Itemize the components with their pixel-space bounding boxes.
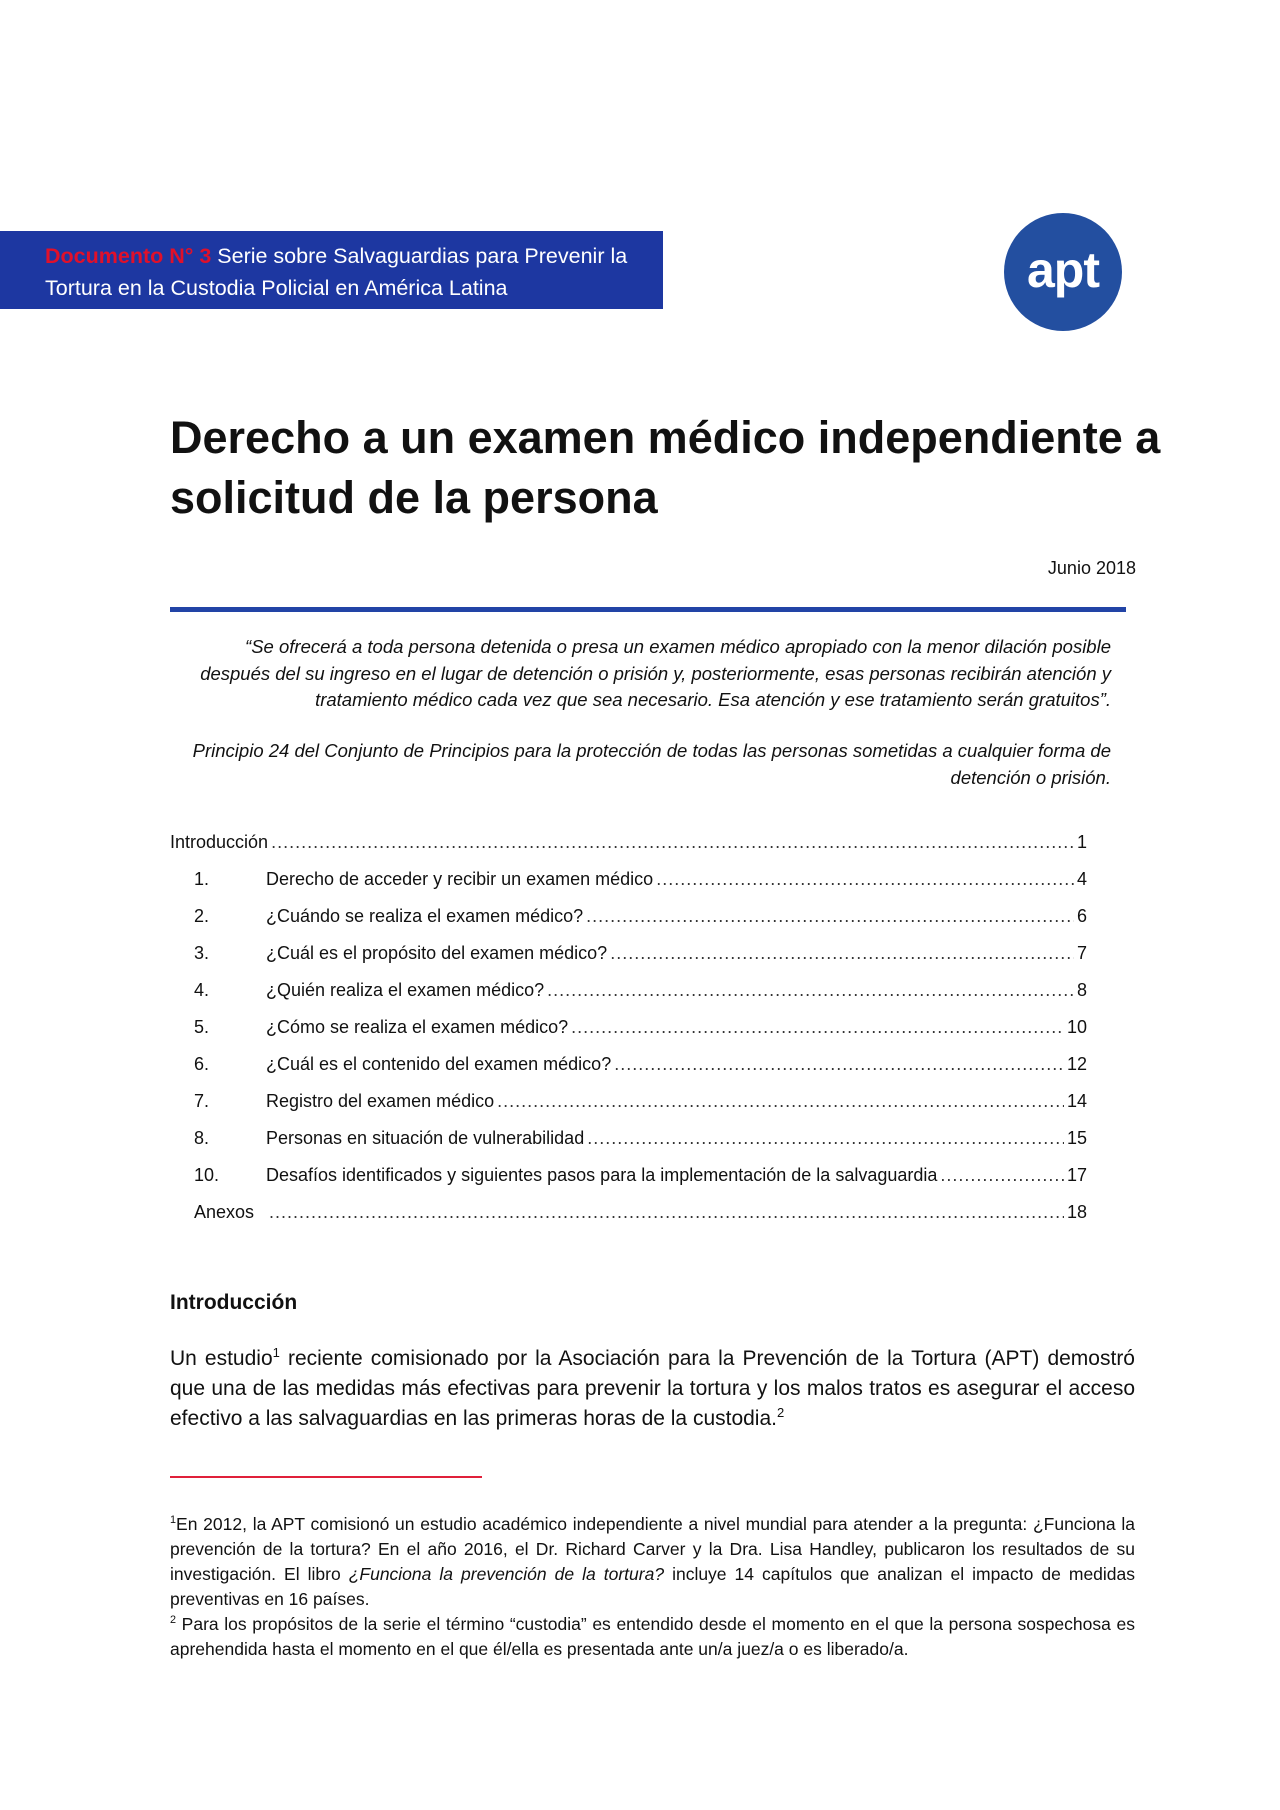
footnote-2 <box>170 1612 1135 1662</box>
toc-entry[interactable] <box>170 869 1087 906</box>
toc-label: ¿Cómo se realiza el examen médico? <box>266 1017 569 1037</box>
banner-line-1 <box>45 240 653 272</box>
table-of-contents <box>170 832 1087 1239</box>
toc-number: 6. <box>194 1054 210 1074</box>
toc-page-number: 12 <box>1066 1054 1087 1074</box>
toc-page-number: 15 <box>1066 1128 1087 1148</box>
toc-leader-dots <box>610 943 1074 964</box>
toc-page-number: 8 <box>1076 980 1087 1000</box>
toc-entry[interactable] <box>170 832 1087 869</box>
toc-leader-dots <box>614 1054 1064 1075</box>
apt-logo: apt <box>1004 213 1122 331</box>
publication-date: Junio 2018 <box>1047 558 1136 578</box>
toc-label: Introducción <box>170 832 269 852</box>
title-divider <box>170 607 1126 612</box>
toc-leader-dots <box>547 980 1074 1001</box>
toc-entry[interactable] <box>170 1202 1087 1239</box>
footnotes <box>170 1512 1135 1662</box>
footnote-mark-2: 2 <box>170 1614 177 1627</box>
toc-number: 3. <box>194 943 210 963</box>
toc-number: Anexos <box>194 1202 255 1222</box>
toc-page-number: 1 <box>1076 832 1087 852</box>
toc-number: 2. <box>194 906 210 926</box>
toc-leader-dots <box>269 1202 1064 1223</box>
toc-label: ¿Cuál es el contenido del examen médico? <box>266 1054 612 1074</box>
toc-entry[interactable] <box>170 943 1087 980</box>
toc-label: ¿Cuál es el propósito del examen médico? <box>266 943 608 963</box>
epigraph-source: Principio 24 del Conjunto de Principios para la protección de todas las personas sometidas a cualquier forma de detención o prisión. <box>192 740 1111 788</box>
toc-number: 8. <box>194 1128 210 1148</box>
toc-entry[interactable] <box>170 1165 1087 1202</box>
toc-entry[interactable] <box>170 1128 1087 1165</box>
toc-page-number: 7 <box>1076 943 1087 963</box>
series-banner <box>0 231 663 309</box>
intro-text-rest: reciente comisionado por la Asociación para la Prevención de la Tortura (APT) demostró que una de las medidas más efectivas para prevenir la tortura y los malos tratos es asegurar el acceso efectivo a las salvaguardias en las primeras horas de la custodia. <box>170 1347 1135 1430</box>
toc-number: 1. <box>194 869 210 889</box>
document-number: Documento N° 3 <box>45 244 212 268</box>
footnote-2-text: Para los propósitos de la serie el término “custodia” es entendido desde el momento en el que la persona sospechosa es aprehendida hasta el momento en el que él/ella es presentada ante un/a juez/a o es liberado/a. <box>170 1614 1135 1659</box>
toc-leader-dots <box>271 832 1074 853</box>
toc-number: 10. <box>194 1165 220 1185</box>
section-heading-introduccion: Introducción <box>170 1291 298 1314</box>
toc-entry[interactable] <box>170 906 1087 943</box>
toc-page-number: 6 <box>1076 906 1087 926</box>
toc-page-number: 17 <box>1066 1165 1087 1185</box>
footnote-1-text-end: incluye 14 capítulos que analizan el impacto de medidas preventivas en 16 países. <box>170 1564 1136 1609</box>
toc-page-number: 10 <box>1066 1017 1087 1037</box>
footnote-1 <box>170 1512 1135 1612</box>
intro-text-start: Un estudio <box>170 1347 273 1370</box>
toc-number: 4. <box>194 980 210 1000</box>
series-title-line-1: Serie sobre Salvaguardias para Prevenir la <box>217 244 628 268</box>
footnote-mark-1: 1 <box>170 1514 177 1527</box>
toc-label: Desafíos identificados y siguientes pasos para la implementación de la salvaguardia <box>266 1165 938 1185</box>
toc-leader-dots <box>571 1017 1064 1038</box>
toc-leader-dots <box>586 906 1074 927</box>
toc-label: Registro del examen médico <box>266 1091 495 1111</box>
toc-page-number: 4 <box>1076 869 1087 889</box>
toc-page-number: 14 <box>1066 1091 1087 1111</box>
toc-leader-dots <box>497 1091 1064 1112</box>
toc-entry[interactable] <box>170 1054 1087 1091</box>
toc-entry[interactable] <box>170 1091 1087 1128</box>
toc-number: 5. <box>194 1017 210 1037</box>
book-title: ¿Funciona la prevención de la tortura? <box>348 1564 665 1584</box>
toc-number: 7. <box>194 1091 210 1111</box>
toc-label: Derecho de acceder y recibir un examen médico <box>266 869 654 889</box>
footnote-ref-2[interactable]: 2 <box>777 1405 785 1420</box>
document-title: Derecho a un examen médico independiente a solicitud de la persona <box>170 412 1161 523</box>
toc-leader-dots <box>940 1165 1064 1186</box>
toc-label: ¿Quién realiza el examen médico? <box>266 980 545 1000</box>
footnote-divider <box>170 1476 482 1478</box>
toc-leader-dots <box>656 869 1074 890</box>
epigraph-quote: “Se ofrecerá a toda persona detenida o presa un examen médico apropiado con la menor dilación posible después del su ingreso en el lugar de detención o prisión y, posteriormente, esas personas recibirán atención y tratamiento médico cada vez que sea necesario. Esa atención y ese tratamiento serán gratuitos”. <box>200 636 1111 710</box>
toc-entry[interactable] <box>170 1017 1087 1054</box>
toc-leader-dots <box>587 1128 1064 1149</box>
series-title-line-2: Tortura en la Custodia Policial en América Latina <box>45 276 508 300</box>
toc-label: ¿Cuándo se realiza el examen médico? <box>266 906 584 926</box>
intro-paragraph <box>170 1344 1135 1434</box>
footnote-ref-1[interactable]: 1 <box>272 1345 280 1360</box>
toc-page-number: 18 <box>1066 1202 1087 1222</box>
toc-entry[interactable] <box>170 980 1087 1017</box>
footnote-1-text: En 2012, la APT comisionó un estudio académico independiente a nivel mundial para atender a la pregunta: ¿Funciona la prevención de la tortura? En el año 2016, el Dr. Richard Carver y la Dra. Lisa Handley, publicaron los resultados de su investigación. El libro <box>170 1514 1135 1584</box>
toc-label: Personas en situación de vulnerabilidad <box>266 1128 585 1148</box>
